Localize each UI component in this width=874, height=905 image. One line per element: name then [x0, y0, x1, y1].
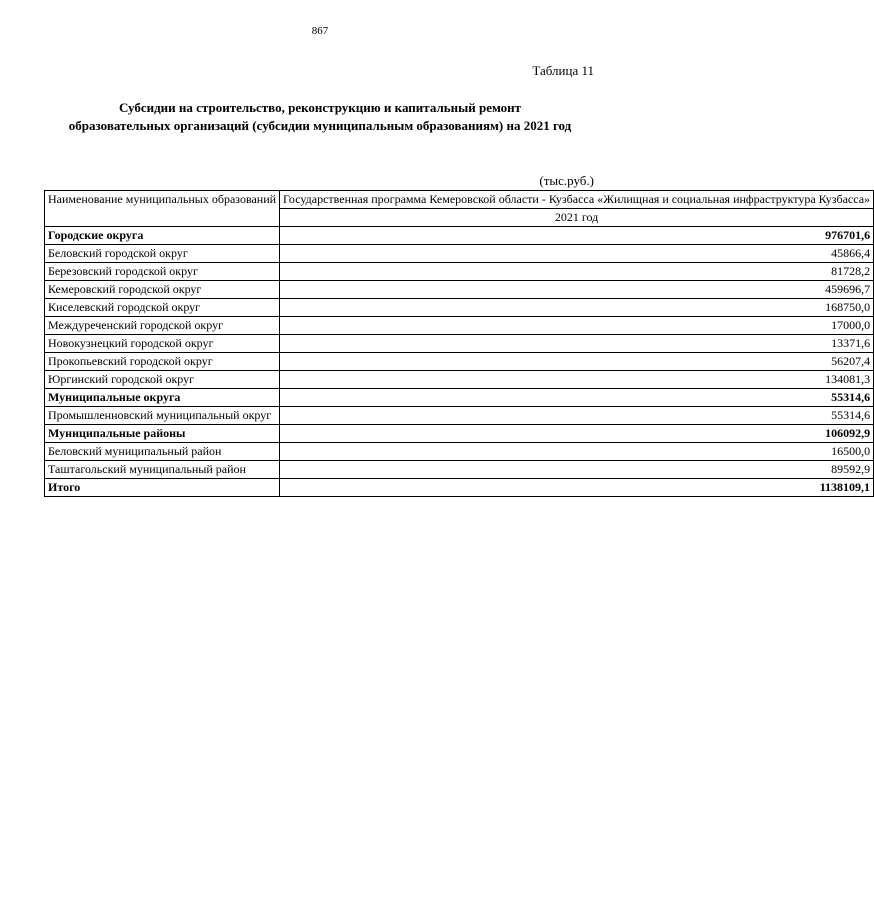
row-name: Городские округа — [45, 227, 280, 245]
row-name: Итого — [45, 479, 280, 497]
title-line-1: Субсидии на строительство, реконструкцию и капитальный ремонт — [118, 100, 522, 115]
row-name: Кемеровский городской округ — [45, 281, 280, 299]
table-header-row — [45, 191, 874, 209]
table-row — [45, 335, 874, 353]
table-row — [45, 443, 874, 461]
table-row — [45, 353, 874, 371]
row-name: Промышленновский муниципальный округ — [45, 407, 280, 425]
row-value: 89592,9 — [280, 461, 874, 479]
header-program: Государственная программа Кемеровской области - Кузбасса «Жилищная и социальная инфраструктура Кузбасса» — [280, 191, 874, 209]
table-row — [45, 263, 874, 281]
row-name: Беловский муниципальный район — [45, 443, 280, 461]
table-row — [45, 317, 874, 335]
table-row — [45, 461, 874, 479]
table-row — [45, 299, 874, 317]
page-number: 867 — [311, 25, 329, 37]
row-value: 81728,2 — [280, 263, 874, 281]
table-row — [45, 245, 874, 263]
row-value: 134081,3 — [280, 371, 874, 389]
table-label: Таблица 11 — [532, 63, 594, 78]
table-row — [45, 407, 874, 425]
row-name: Междуреченский городской округ — [45, 317, 280, 335]
row-value: 16500,0 — [280, 443, 874, 461]
row-value: 168750,0 — [280, 299, 874, 317]
table-row — [45, 281, 874, 299]
row-name: Березовский городской округ — [45, 263, 280, 281]
row-name: Киселевский городской округ — [45, 299, 280, 317]
row-value: 106092,9 — [280, 425, 874, 443]
document-title — [0, 99, 640, 135]
row-value: 976701,6 — [280, 227, 874, 245]
row-name: Новокузнецкий городской округ — [45, 335, 280, 353]
units-label: (тыс.руб.) — [539, 173, 594, 188]
table-row-total — [45, 479, 874, 497]
row-value: 56207,4 — [280, 353, 874, 371]
row-name: Прокопьевский городской округ — [45, 353, 280, 371]
row-name: Беловский городской округ — [45, 245, 280, 263]
header-year: 2021 год — [280, 209, 874, 227]
row-name: Таштагольский муниципальный район — [45, 461, 280, 479]
header-name: Наименование муниципальных образований — [45, 191, 280, 227]
row-name: Муниципальные районы — [45, 425, 280, 443]
row-name: Юргинский городской округ — [45, 371, 280, 389]
row-value: 17000,0 — [280, 317, 874, 335]
row-value: 55314,6 — [280, 407, 874, 425]
table-row-group — [45, 227, 874, 245]
title-line-2: образовательных организаций (субсидии муниципальным образованиям) на 2021 год — [68, 118, 572, 133]
table-row — [45, 371, 874, 389]
table-row-group — [45, 389, 874, 407]
row-value: 55314,6 — [280, 389, 874, 407]
row-value: 13371,6 — [280, 335, 874, 353]
row-value: 45866,4 — [280, 245, 874, 263]
table-row-group — [45, 425, 874, 443]
row-name: Муниципальные округа — [45, 389, 280, 407]
row-value: 1138109,1 — [280, 479, 874, 497]
subsidy-table — [44, 190, 874, 497]
row-value: 459696,7 — [280, 281, 874, 299]
